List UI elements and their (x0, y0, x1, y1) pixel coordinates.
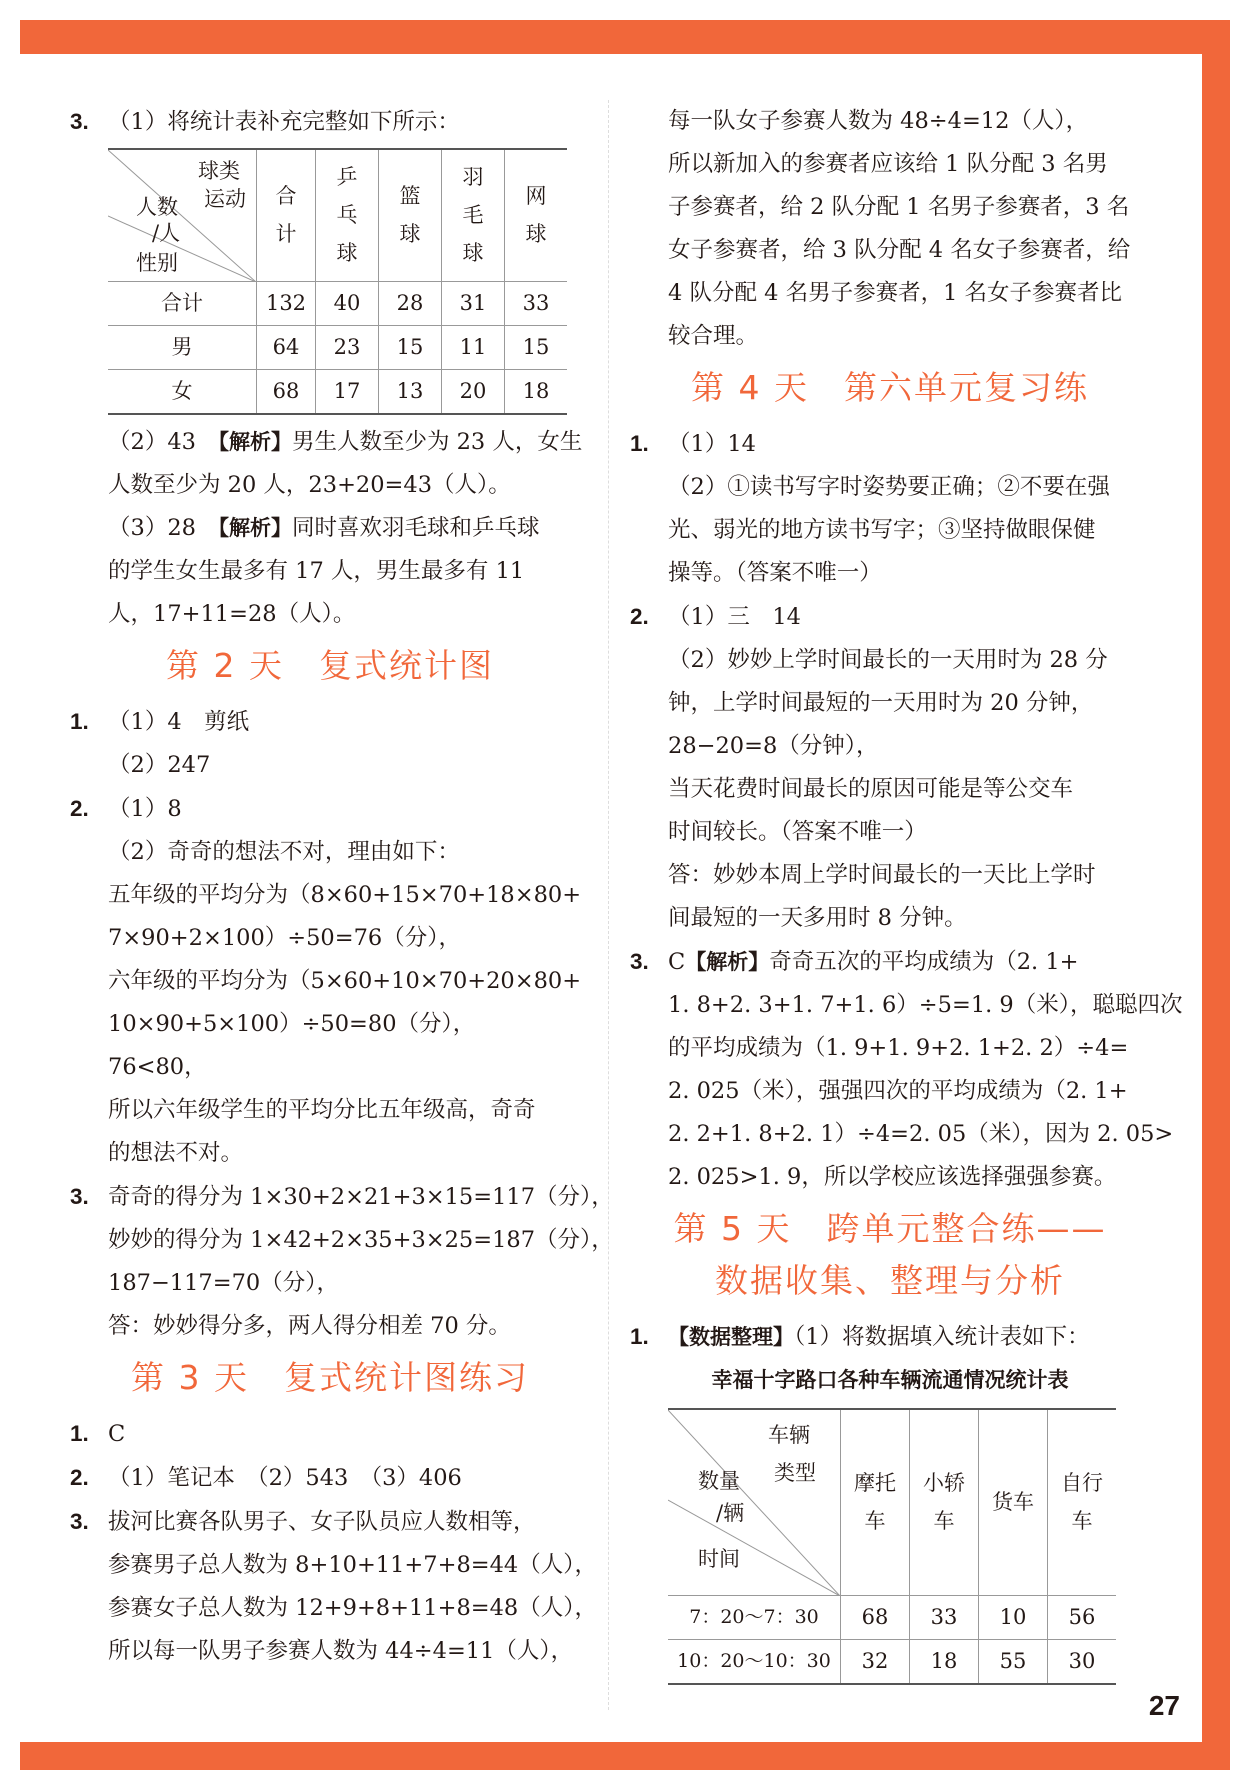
corner-label: /人 (152, 221, 181, 245)
table-row: 合计 132 40 28 31 33 (108, 281, 567, 325)
question-number: 1. (630, 1324, 649, 1349)
answer-text: 2. 2+1. 8+2. 1）÷4=2. 05（米），因为 2. 05> (668, 1121, 1174, 1147)
answer-text: 2. 025（米），强强四次的平均成绩为（2. 1+ (668, 1078, 1128, 1104)
right-column (630, 100, 1183, 1685)
answer-text: 所以每一队男子参赛人数为 44÷4=11（人）， (108, 1637, 574, 1664)
answer-text: 的想法不对。 (108, 1139, 244, 1166)
column-header: 货车 (979, 1409, 1048, 1595)
answer-text: 人，17+11=28（人）。 (108, 600, 356, 627)
answer-text: （1）将数据填入统计表如下： (794, 1324, 1090, 1350)
corner-label: 类型 (774, 1461, 816, 1485)
question-number: 3. (630, 949, 649, 974)
column-header: 小轿车 (910, 1409, 979, 1595)
question-number: 2. (70, 795, 89, 821)
answer-text: 男生人数至少为 23 人，女生 (291, 428, 583, 455)
corner-label: /辆 (716, 1501, 745, 1525)
question-number: 3. (70, 1508, 89, 1534)
answer-text: 六年级的平均分为（5×60+10×70+20×80+ (108, 967, 582, 994)
answer-text: C (668, 949, 686, 975)
table-row: 7：20～7：30 68 33 10 56 (668, 1595, 1116, 1639)
page-border-top (20, 20, 1230, 54)
question-number: 1. (70, 1420, 89, 1446)
answer-text: （1）三 14 (668, 604, 801, 630)
question-number: 3. (70, 1183, 89, 1209)
answer-text: 子参赛者，给 2 队分配 1 名男子参赛者，3 名 (668, 194, 1130, 220)
answer-text: 187−117=70（分）， (108, 1269, 339, 1296)
page-border-right (1202, 20, 1230, 1770)
table-row: 男 64 23 15 11 15 (108, 325, 567, 369)
answer-text: 五年级的平均分为（8×60+15×70+18×80+ (108, 881, 582, 908)
answer-text: （2）奇奇的想法不对，理由如下： (108, 838, 460, 865)
answer-text: C (108, 1420, 126, 1447)
answer-text: 时间较长。（答案不唯一） (668, 819, 927, 845)
column-header: 篮球 (379, 149, 442, 281)
diagonal-lines (668, 1410, 840, 1596)
answer-text: 妙妙的得分为 1×42+2×35+3×25=187（分）， (108, 1226, 614, 1253)
question-number: 2. (630, 604, 649, 629)
answer-text: （1）将统计表补充完整如下所示： (108, 109, 460, 135)
corner-label: 时间 (698, 1547, 740, 1571)
question-number: 2. (70, 1464, 89, 1490)
answer-text: （2）43 (108, 428, 219, 455)
answer-text: 所以新加入的参赛者应该给 1 队分配 3 名男 (668, 151, 1108, 177)
corner-label: 球类 (198, 159, 240, 183)
corner-label: 人数 (136, 195, 178, 219)
table-corner-header (108, 149, 257, 281)
section-heading-day5: 第 5 天 跨单元整合练—— (673, 1209, 1107, 1248)
traffic-stats-table (668, 1408, 1116, 1685)
answer-text: （2）247 (108, 751, 211, 778)
answer-text: 人数至少为 20 人，23+20=43（人）。 (108, 471, 511, 498)
answer-text: 的学生女生最多有 17 人，男生最多有 11 (108, 557, 525, 584)
answer-text: 所以六年级学生的平均分比五年级高，奇奇 (108, 1096, 536, 1123)
answer-text: 76<80， (108, 1053, 207, 1080)
section-heading-day5-subtitle: 数据收集、整理与分析 (715, 1261, 1065, 1300)
section-heading-day4: 第 4 天 第六单元复习练 (691, 368, 1089, 407)
answer-text: 2. 025>1. 9，所以学校应该选择强强参赛。 (668, 1164, 1117, 1190)
column-header: 网球 (505, 149, 568, 281)
answer-text: 当天花费时间最长的原因可能是等公交车 (668, 776, 1074, 802)
column-header: 羽毛球 (442, 149, 505, 281)
answer-text: 10×90+5×100）÷50=80（分）， (108, 1010, 476, 1037)
column-divider (608, 100, 609, 1710)
answer-text: （1）8 (108, 795, 182, 822)
answer-text: 女子参赛者，给 3 队分配 4 名女子参赛者，给 (668, 237, 1131, 263)
corner-label: 数量 (698, 1469, 740, 1493)
answer-text: 答：妙妙得分多，两人得分相差 70 分。 (108, 1312, 511, 1339)
answer-text: 较合理。 (668, 323, 759, 349)
column-header: 乒乓球 (316, 149, 379, 281)
page-number: 27 (1148, 1690, 1180, 1721)
question-number: 3. (70, 109, 89, 134)
answer-text: （1）14 (668, 431, 756, 457)
page-border-bottom (20, 1742, 1230, 1770)
answer-text: 拔河比赛各队男子、女子队员应人数相等， (108, 1508, 536, 1535)
table-title: 幸福十字路口各种车辆流通情况统计表 (711, 1368, 1069, 1392)
left-column (70, 100, 614, 1673)
answer-text: （3）28 (108, 514, 219, 541)
answer-text: （1）4 剪纸 (108, 708, 250, 735)
table-row: 女 68 17 13 20 18 (108, 369, 567, 414)
table-corner-header (668, 1409, 841, 1595)
answer-text: 4 队分配 4 名男子参赛者，1 名女子参赛者比 (668, 280, 1123, 306)
analysis-tag: 【解析】 (685, 951, 770, 974)
question-number: 1. (70, 708, 89, 734)
answer-text: 操等。（答案不唯一） (668, 560, 882, 586)
answer-text: 的平均成绩为（1. 9+1. 9+2. 1+2. 2）÷4= (668, 1035, 1129, 1061)
analysis-tag: 【解析】 (218, 430, 292, 454)
corner-label: 运动 (204, 187, 246, 211)
answer-text: （2）①读书写字时姿势要正确；②不要在强 (668, 474, 1110, 500)
answer-text: 7×90+2×100）÷50=76（分）， (108, 924, 461, 951)
question-number: 1. (630, 431, 649, 456)
answer-text: 1. 8+2. 3+1. 7+1. 6）÷5=1. 9（米），聪聪四次 (668, 992, 1183, 1018)
answer-text: 参赛男子总人数为 8+10+11+7+8=44（人）， (108, 1551, 598, 1578)
table-row: 10：20～10：30 32 18 55 30 (668, 1639, 1116, 1684)
corner-label: 车辆 (768, 1423, 810, 1447)
answer-text: 奇奇的得分为 1×30+2×21+3×15=117（分）， (108, 1183, 614, 1210)
answer-text: 钟，上学时间最短的一天用时为 20 分钟， (668, 690, 1094, 716)
section-heading-day2: 第 2 天 复式统计图 (166, 645, 494, 685)
answer-text: （2）妙妙上学时间最长的一天用时为 28 分 (668, 647, 1108, 673)
column-header: 摩托车 (841, 1409, 910, 1595)
answer-text: 28−20=8（分钟）， (668, 733, 879, 759)
column-header: 合计 (257, 149, 316, 281)
column-header: 自行车 (1048, 1409, 1117, 1595)
analysis-tag: 【解析】 (218, 516, 292, 540)
data-organize-tag: 【数据整理】 (668, 1326, 794, 1349)
answer-text: 奇奇五次的平均成绩为（2. 1+ (769, 949, 1079, 975)
answer-text: 每一队女子参赛人数为 48÷4=12（人）， (668, 108, 1089, 134)
answer-text: 同时喜欢羽毛球和乒乓球 (291, 514, 540, 541)
answer-text: 参赛女子总人数为 12+9+8+11+8=48（人）， (108, 1594, 598, 1621)
answer-text: 光、弱光的地方读书写字；③坚持做眼保健 (668, 517, 1096, 543)
corner-label: 性别 (136, 251, 178, 275)
section-heading-day3: 第 3 天 复式统计图练习 (131, 1357, 529, 1397)
answer-text: （1）笔记本 （2）543 （3）406 (108, 1464, 462, 1491)
sports-stats-table (108, 148, 567, 415)
answer-text: 答：妙妙本周上学时间最长的一天比上学时 (668, 862, 1096, 888)
answer-text: 间最短的一天多用时 8 分钟。 (668, 905, 967, 931)
